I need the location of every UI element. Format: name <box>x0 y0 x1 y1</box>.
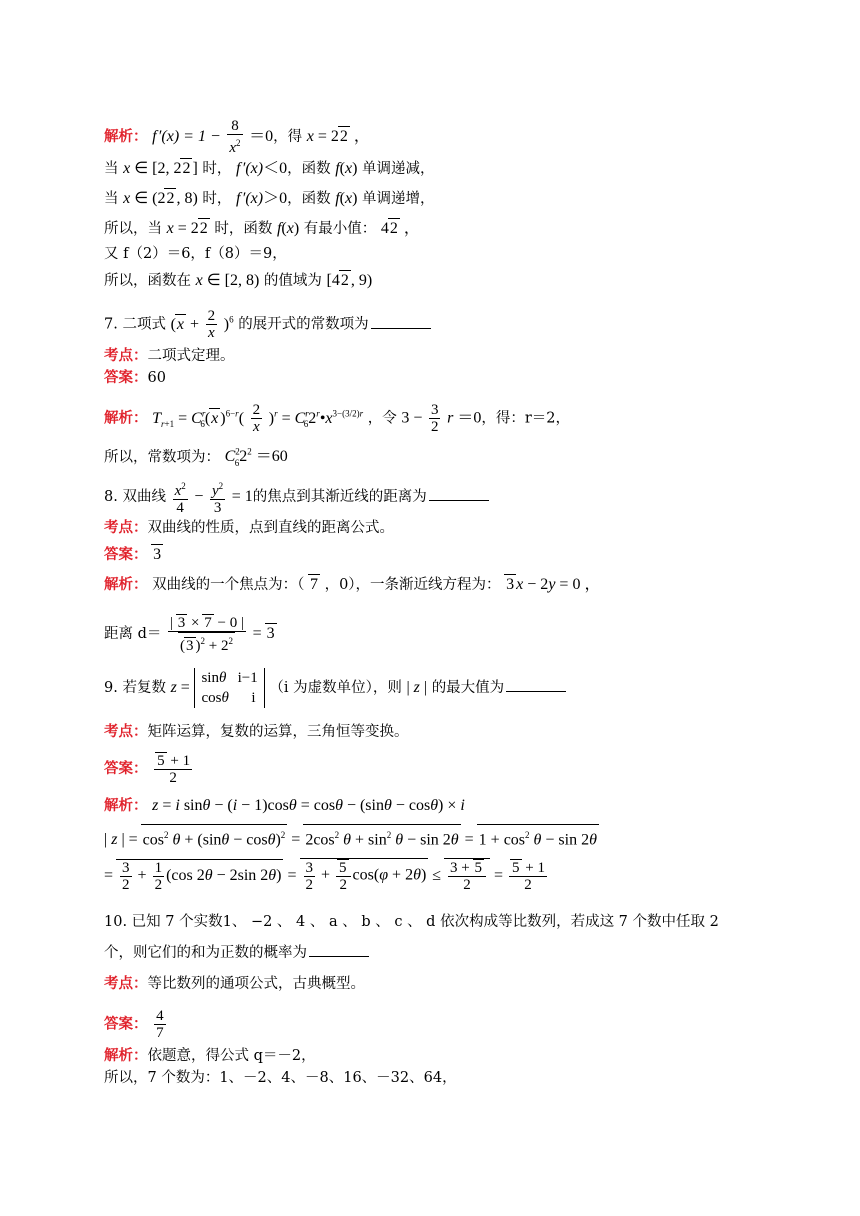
q8-answer-value: 3 <box>153 546 162 563</box>
q7-kaodian <box>104 346 235 366</box>
s6-l2-post: ，函数 <box>287 161 331 177</box>
kaodian-label: 考点： <box>104 723 148 740</box>
s6-l3-pre: 当 <box>104 191 119 207</box>
q9-answer-blank <box>506 677 566 692</box>
q7-jx-mid2: ，得：r＝2， <box>481 410 571 427</box>
jiexi-label: 解析： <box>104 409 148 427</box>
q10-last: 所以，7 个数为：1、－2、4、－8、16、－32、64， <box>104 1070 457 1086</box>
q10-jx-text: 依题意，得公式 q＝－2， <box>147 1048 316 1064</box>
q8-dist-pre: 距离 d＝ <box>104 626 162 642</box>
q9-line: 9. 若复数 z = sinθ i−1 cosθ i （i 为虚数单位），则 | z | 的最大值为 <box>104 668 566 708</box>
kaodian-label: 考点： <box>104 975 148 992</box>
q7-pre: 二项式 <box>122 316 166 333</box>
s6-l3-post: ，函数 <box>287 191 331 207</box>
q9-jiexi-1: 解析： z = i sinθ − (i − 1)cosθ = cosθ − (sinθ − cosθ) × i <box>104 797 465 814</box>
q7-kaodian-text: 二项式定理。 <box>147 348 235 364</box>
s6-line-5: 又 f（2）＝6，f（8）＝9， <box>104 246 287 262</box>
q9-jiexi-2: | z | = $\cos^2 \theta + (\sin\theta - \cos\theta)^2 = 2\cos^2$ $\theta + \sin^2 \theta - \sin 2\theta = 1 + \cos^2 \theta - \sin 2\theta$ <box>104 824 599 850</box>
q10-line-1: 10. 已知 7 个实数1、 −2 、 4 、 a 、 b 、 c 、 d 依次构成等比数列，若成这 7 个数中任取 2 <box>104 914 719 930</box>
q8-distance: 距离 d＝ $\frac{| 3 \times 7 - 0 |}{(3 )^2 + 2^2}$ = 3 <box>104 615 275 654</box>
q9-kaodian <box>104 722 409 742</box>
s6-l3-mid: 时， <box>202 191 232 207</box>
s6-l4-pre: 所以，当 <box>104 221 162 237</box>
daan-label: 答案： <box>104 1015 148 1033</box>
s6-l2-end: 单调递减， <box>362 161 435 177</box>
s6-x-eq: x <box>306 128 314 145</box>
q10-answer-blank <box>309 942 369 957</box>
q10-kaodian <box>104 974 365 994</box>
kaodian-label: 考点： <box>104 347 148 364</box>
s6-line-1: 解析： f ′(x) = 1 − $\frac{8}{x^2}$ ＝0，得 x = 22 ， <box>104 118 370 156</box>
s6-l2-pre: 当 <box>104 161 119 177</box>
q9-jiexi-3: = $\frac{3}{2}$ + $\frac{1}{2}$ (cos 2θ − 2sin 2θ) = $\frac{3}{2}$ + $\frac{5}{2}$ cos(φ + 2θ) ≤ $\frac{3 + 5}{2}$ = $\frac{5 + 1}{2}$ <box>104 859 546 893</box>
s6-line-6: 所以，函数在 x ∈ [2, 8) 的值域为 [42 , 9) <box>104 272 373 289</box>
q10-answer <box>104 1008 168 1041</box>
s6-line-2: 当 x ∈ [2, 22 ] 时， f ′(x)＜0，函数 f(x) 单调递减， <box>104 160 435 177</box>
s6-line-4: 所以，当 x = 22 时，函数 f(x) 有最小值： 42 ， <box>104 220 420 237</box>
q9-post-a: （i 为虚数单位），则 <box>269 680 402 696</box>
jiexi-label: 解析： <box>104 1047 148 1064</box>
q7-jiexi: 解析： $T_{r+1} = C^r_6(x$ )$^{6-r}$( $\frac{2}{x}$ )$^r = C^r_62^r•x^{3-(3/2)r}$ ，令 3 − $\frac{3}{2}$ r ＝0，得：r＝2， <box>104 402 571 435</box>
q9-number: 9. <box>104 680 118 696</box>
q7-number: 7. <box>104 316 118 333</box>
q8-pre: 双曲线 <box>122 489 166 505</box>
q8-kaodian-text: 双曲线的性质，点到直线的距离公式。 <box>147 520 394 536</box>
q7-answer <box>104 368 166 388</box>
s6-l2-mid: 时， <box>202 161 232 177</box>
daan-label: 答案： <box>104 760 148 777</box>
q7-answer-value: 60 <box>147 370 166 386</box>
q10-answer-value: $\frac{4}{7}$ <box>156 1008 164 1041</box>
s6-l3-end: 单调递增， <box>362 191 435 207</box>
q8-jx-pre: 双曲线的一个焦点为：（ <box>152 577 305 593</box>
jiexi-label: 解析： <box>104 128 148 145</box>
q9-determinant: sinθ i−1 cosθ i <box>194 668 264 708</box>
jiexi-label: 解析： <box>104 576 148 593</box>
kaodian-label: 考点： <box>104 519 148 536</box>
s6-frac-8-x2: $\frac{8}{x^2}$ <box>229 118 241 156</box>
s6-l4-mid: 时，函数 <box>214 221 273 237</box>
q8-line: 8. 双曲线 $\frac{x^2}{4}$ − $\frac{y^2}{3}$ = 1的焦点到其渐近线的距离为 <box>104 478 489 516</box>
daan-label: 答案： <box>104 369 148 386</box>
q8-number: 8. <box>104 489 118 505</box>
q9-answer-value: $\frac{5 + 1}{2}$ <box>154 752 192 786</box>
q10-kaodian-text: 等比数列的通项公式，古典概型。 <box>147 976 365 992</box>
daan-label: 答案： <box>104 546 148 563</box>
q7-last: 所以，常数项为： $C^2_62^2 =60$ <box>104 447 288 468</box>
q7-line: 7. 二项式 (x + $\frac{2}{x}$ )$^6$ 的展开式的常数项为 <box>104 308 431 341</box>
q8-jx-mid: ，0），一条渐近线方程为： <box>324 577 501 593</box>
q8-answer <box>104 544 163 565</box>
s6-l4-end: 有最小值： <box>303 221 377 237</box>
q9-pre: 若复数 <box>122 680 166 696</box>
s6-formula-derivative: f ′(x) = 1 − <box>152 128 221 145</box>
q7-answer-blank <box>371 314 431 329</box>
q9-kaodian-text: 矩阵运算，复数的运算，三角恒等变换。 <box>147 724 409 740</box>
s6-l6-pre: 所以，函数在 <box>104 273 191 289</box>
q7-last-pre: 所以，常数项为： <box>104 449 220 466</box>
q7-post: 的展开式的常数项为 <box>238 316 369 333</box>
q8-post: 的焦点到其渐近线的距离为 <box>252 489 427 505</box>
jiexi-label: 解析： <box>104 797 148 814</box>
s6-line-3: 当 x ∈ (22 , 8) 时， f ′(x)＞0，函数 f(x) 单调递增， <box>104 190 435 207</box>
q8-kaodian <box>104 518 394 538</box>
s6-l1-text: ，得 <box>273 129 303 145</box>
s6-l6-mid: 的值域为 <box>263 273 322 289</box>
q10-jiexi <box>104 1046 316 1066</box>
q10-line-2 <box>104 942 369 963</box>
q10-line2-text: 个，则它们的和为正数的概率为 <box>104 945 307 961</box>
q9-answer <box>104 752 194 786</box>
q7-jx-mid: ，令 <box>367 410 397 427</box>
q8-jiexi: 解析： 双曲线的一个焦点为：（ 7 ，0），一条渐近线方程为： 3 x − 2y = 0 ， <box>104 576 601 593</box>
q8-answer-blank <box>429 486 489 501</box>
q9-post-b: 的最大值为 <box>431 680 505 696</box>
